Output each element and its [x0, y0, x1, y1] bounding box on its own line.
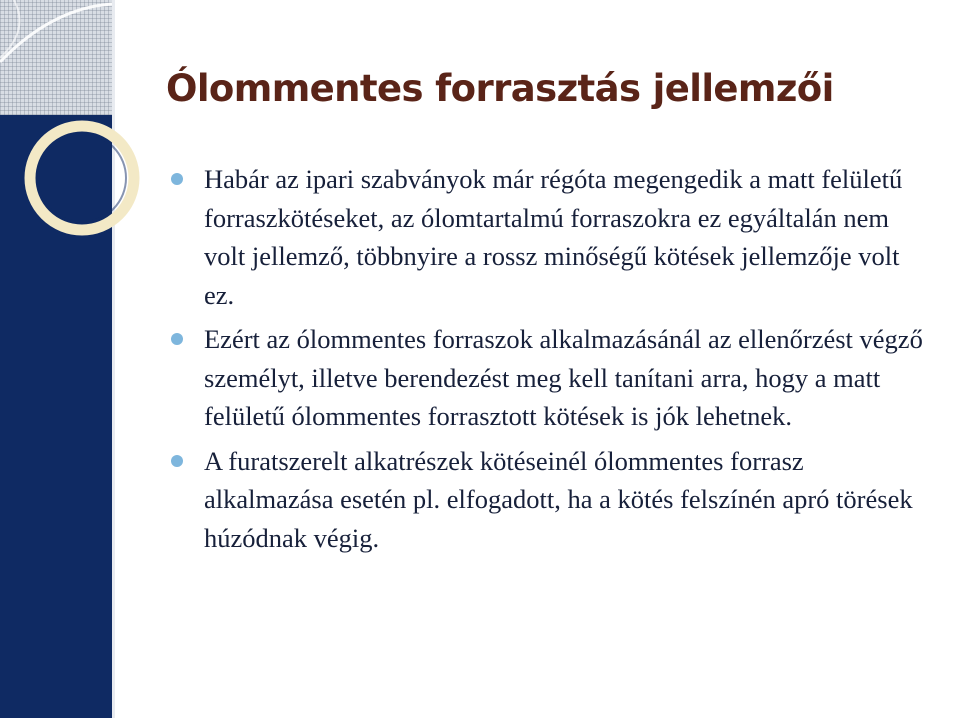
bullet-dot-icon — [171, 333, 183, 345]
slide-title: Ólommentes forrasztás jellemzői — [166, 67, 834, 110]
bullet-list — [166, 160, 936, 563]
decorative-arcs — [0, 0, 160, 300]
bullet-text: A furatszerelt alkatrészek kötéseinél ólommentes forrasz alkalmazása esetén pl. elfogadott, ha a kötés felszínén apró törések húzódnak végig. — [204, 445, 913, 553]
bullet-item — [166, 160, 936, 314]
decorative-ring — [30, 126, 134, 230]
bullet-item — [166, 442, 936, 558]
bullet-dot-icon — [171, 455, 183, 467]
decorative-small-arc — [0, 0, 20, 58]
bullet-text: Habár az ipari szabványok már régóta megengedik a matt felületű forraszkötéseket, az ólomtartalmú forraszokra ez egyáltalán nem volt jellemző, többnyire a rossz minőségű kötések jellemzője volt ez. — [204, 164, 903, 310]
bullet-dot-icon — [171, 173, 183, 185]
bullet-item — [166, 320, 936, 436]
bullet-text: Ezért az ólommentes forraszok alkalmazásánál az ellenőrzést végző személyt, illetve berendezést meg kell tanítani arra, hogy a matt felületű ólommentes forrasztott kötések is jók lehetnek. — [204, 324, 923, 431]
decorative-ring-inner — [38, 134, 126, 222]
